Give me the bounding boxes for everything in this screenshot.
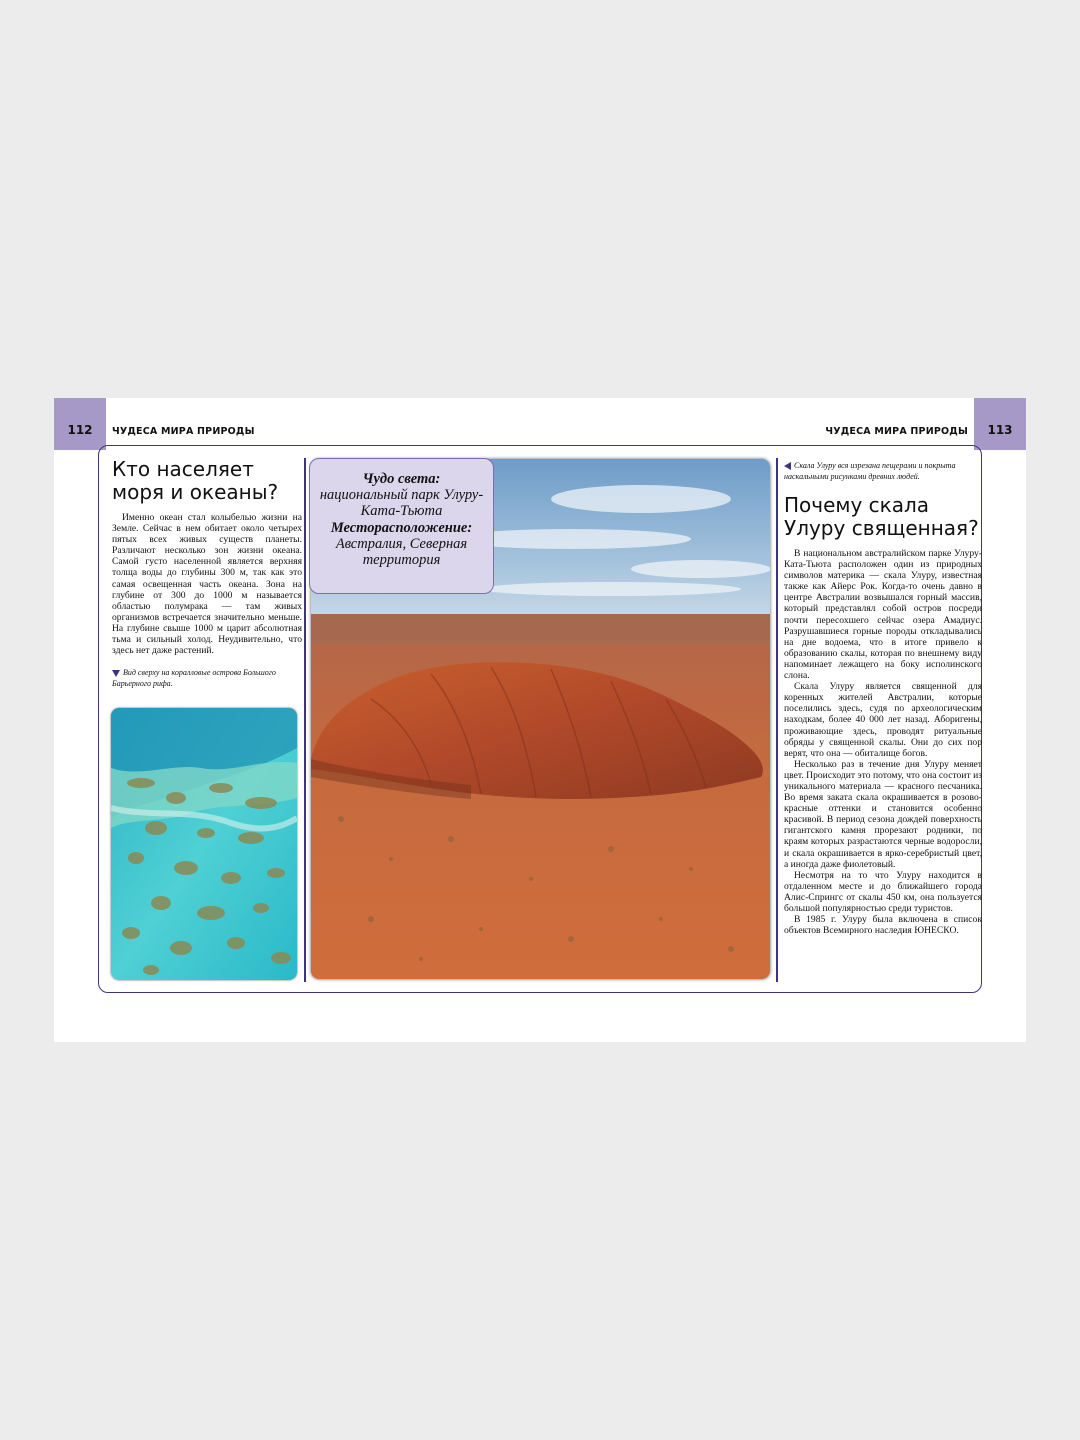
- triangle-down-icon: [112, 670, 120, 677]
- column-divider-left: [304, 458, 306, 982]
- page-number-right: 113: [974, 398, 1026, 450]
- triangle-left-icon: [784, 462, 791, 470]
- book-spread: [54, 398, 1026, 1042]
- right-article-title: Почему скала Улуру священная?: [784, 493, 979, 540]
- uluru-caption: [784, 461, 982, 482]
- right-paragraph: В национальном австралийском парке Улуру-Ката-Тьюта расположен один из природных символов материка — скала Улуру, известная также как Айерс Рок. Когда-то очень давно в центре Австралии возвышался горный массив, который представлял собой остров посреди почти пересохшего сейчас озера Амадиус. Разрушавшиеся горные породы откладывались на дне водоема, что в итоге привело к образованию скалы, которая по внешнему виду напоминает лежащего на боку исполинского слона.: [784, 548, 982, 682]
- right-paragraph: Несколько раз в течение дня Улуру меняет цвет. Происходит это потому, что она состоит из уникального материала — красного песчаника. Во время заката скала окрашивается в розово-красные оттенки и становится особенно красивой. В период сезона дождей поверхность гигантского камня прорезают родники, по краям которых разрастаются черные водоросли, и скала окрашивается в ярко-серебристый цвет, а иногда даже фиолетовый.: [784, 758, 982, 870]
- infobox-label-wonder: Чудо света:: [362, 471, 441, 487]
- left-article-title: Кто населяет моря и океаны?: [112, 457, 279, 504]
- right-paragraph: Скала Улуру является священной для коренных жителей Австралии, которые поселились здесь, судя по археологическим находкам, более 40 000 лет назад. Аборигены, проживающие здесь, проводят ритуальные обряды у священной скалы. Они до сих пор верят, что она — обиталище богов.: [784, 681, 982, 759]
- infobox-location: Австралия, Северная территория: [335, 535, 468, 569]
- right-paragraph: Несмотря на то что Улуру находится в отдаленном месте и до ближайшего города Алис-Спрингс от скалы 450 км, она пользуется большой популярностью среди туристов.: [784, 869, 982, 914]
- right-article-body: [784, 548, 982, 936]
- left-column: [112, 456, 302, 689]
- reef-illustration: [111, 708, 297, 980]
- reef-caption: [112, 668, 302, 689]
- running-head-right: ЧУДЕСА МИРА ПРИРОДЫ: [825, 426, 968, 437]
- uluru-caption-text: Скала Улуру вся изрезана пещерами и покрыта наскальными рисунками древних людей.: [784, 461, 956, 481]
- reef-photo: [111, 708, 297, 980]
- infobox-park-name: национальный парк Улуру-Ката-Тьюта: [319, 487, 484, 520]
- reef-caption-text: Вид сверху на коралловые острова Большого Барьерного рифа.: [112, 668, 276, 688]
- infobox-label-location: Месторасположение:: [330, 519, 473, 536]
- page-number-left: 112: [54, 398, 106, 450]
- running-head-left: ЧУДЕСА МИРА ПРИРОДЫ: [112, 426, 255, 437]
- column-divider-right: [776, 458, 778, 982]
- right-paragraph: В 1985 г. Улуру была включена в список объектов Всемирного наследия ЮНЕСКО.: [784, 914, 982, 937]
- left-article-body: Именно океан стал колыбелью жизни на Земле. Сейчас в нем обитает около четырех пятых всех живых существ планеты. Различают несколько зон жизни океана. Самой густо населенной является верхняя толща воды до глубины 300 м, так как это самая освещенная часть океана. Зона на глубине от 300 до 1000 м называется областью полумрака — там живых организмов встречается значительно меньше. На глубине свыше 1000 м царит абсолютная тьма и сильный холод. Неудивительно, что здесь нет даже растений.: [112, 512, 302, 657]
- infobox: [309, 458, 494, 594]
- right-column: [784, 461, 982, 936]
